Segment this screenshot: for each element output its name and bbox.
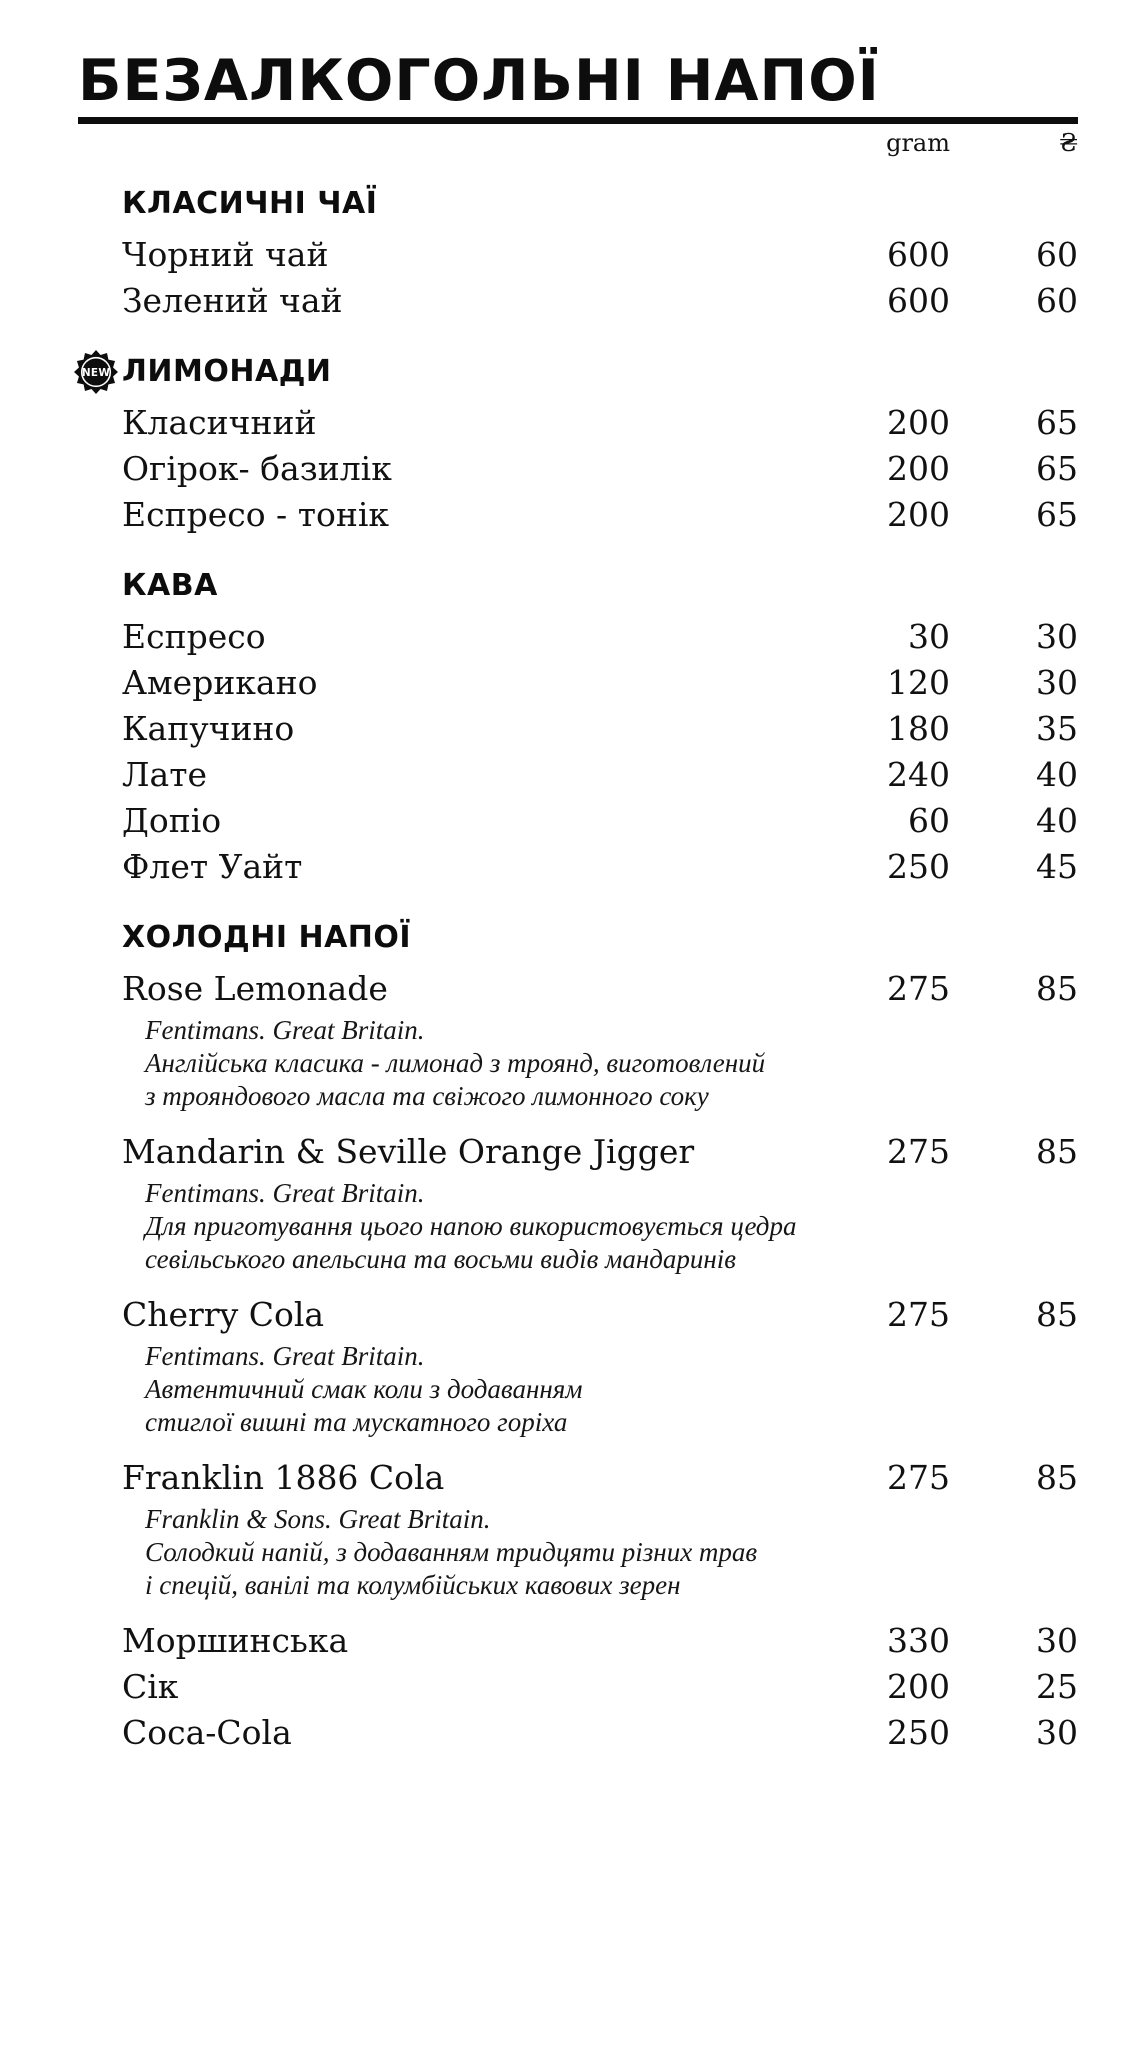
item-gram-value: 200 <box>887 494 950 534</box>
menu-item <box>78 1129 1078 1276</box>
item-gram-value: 240 <box>887 754 950 794</box>
item-name: Лате <box>122 754 207 794</box>
item-gram-value: 200 <box>887 402 950 442</box>
menu-item-row <box>78 706 1078 752</box>
item-gram-value: 275 <box>887 1131 950 1171</box>
item-price-value: 85 <box>1036 1294 1078 1334</box>
item-gram-value: 600 <box>887 280 950 320</box>
menu-section <box>78 186 1078 324</box>
item-name: Еспресо <box>122 616 266 656</box>
item-producer: Fentimans. Great Britain. <box>145 1014 425 1045</box>
section-heading-label: ЛИМОНАДИ <box>122 353 332 389</box>
menu-item <box>78 1455 1078 1602</box>
page-title: БЕЗАЛКОГОЛЬНІ НАПОЇ <box>78 48 880 114</box>
menu-item-row <box>78 400 1078 446</box>
menu-item-row <box>78 614 1078 660</box>
item-price-value: 85 <box>1036 1457 1078 1497</box>
item-details <box>78 1503 1078 1602</box>
menu-item <box>78 492 1078 538</box>
menu-item-row <box>78 1455 1078 1501</box>
new-badge <box>74 350 118 394</box>
item-details <box>78 1177 1078 1276</box>
item-gram-value: 275 <box>887 1457 950 1497</box>
item-gram-value: 250 <box>887 1712 950 1752</box>
menu-item <box>78 1292 1078 1439</box>
item-price-value: 30 <box>1036 662 1078 702</box>
menu-section <box>78 568 1078 890</box>
item-description-line: з трояндового масла та свіжого лимонного соку <box>145 1080 709 1111</box>
item-price-value: 65 <box>1036 402 1078 442</box>
menu-item <box>78 752 1078 798</box>
item-name: Cherry Cola <box>122 1294 325 1334</box>
section-items <box>78 232 1078 324</box>
item-name: Сік <box>122 1666 179 1706</box>
menu-item-row <box>78 660 1078 706</box>
item-price-value: 40 <box>1036 800 1078 840</box>
item-price-value: 25 <box>1036 1666 1078 1706</box>
section-heading <box>78 354 1078 390</box>
item-price-value: 30 <box>1036 1712 1078 1752</box>
menu-item-row <box>78 752 1078 798</box>
item-producer: Fentimans. Great Britain. <box>145 1340 425 1371</box>
menu-item <box>78 966 1078 1113</box>
item-gram-value: 275 <box>887 1294 950 1334</box>
menu-item <box>78 660 1078 706</box>
item-price-value: 45 <box>1036 846 1078 886</box>
item-name: Капучино <box>122 708 295 748</box>
menu-item-row <box>78 278 1078 324</box>
item-name: Еспресо - тонік <box>122 494 389 534</box>
item-price-value: 30 <box>1036 616 1078 656</box>
item-gram-value: 250 <box>887 846 950 886</box>
item-description-line: Солодкий напій, з додаванням тридцяти різних трав <box>145 1536 758 1567</box>
item-price-value: 85 <box>1036 968 1078 1008</box>
item-details <box>78 1014 1078 1113</box>
item-gram-value: 275 <box>887 968 950 1008</box>
section-items <box>78 614 1078 890</box>
menu-item <box>78 446 1078 492</box>
menu-item-row <box>78 844 1078 890</box>
item-name: Зелений чай <box>122 280 343 320</box>
menu-item <box>78 278 1078 324</box>
column-headers <box>78 130 1078 156</box>
menu-item-row <box>78 1129 1078 1175</box>
section-heading <box>78 568 1078 604</box>
menu-item <box>78 706 1078 752</box>
menu-item-row <box>78 1664 1078 1710</box>
item-name: Моршинська <box>122 1620 349 1660</box>
item-description-line: і спецій, ванілі та колумбійських кавових зерен <box>145 1569 681 1600</box>
title-rule <box>78 117 1078 124</box>
item-name: Допіо <box>122 800 222 840</box>
column-header-currency: ₴ <box>1059 128 1078 157</box>
item-gram-value: 330 <box>887 1620 950 1660</box>
item-description-line: Автентичний смак коли з додаванням <box>145 1373 583 1404</box>
menu-item <box>78 1710 1078 1756</box>
item-description-line: Для приготування цього напою використовується цедра <box>145 1210 797 1241</box>
item-description-line: стиглої вишні та мускатного горіха <box>145 1406 568 1437</box>
item-name: Класичний <box>122 402 317 442</box>
item-price-value: 65 <box>1036 448 1078 488</box>
item-price-value: 60 <box>1036 234 1078 274</box>
item-price-value: 40 <box>1036 754 1078 794</box>
section-heading-label: ХОЛОДНІ НАПОЇ <box>122 919 412 955</box>
item-description-line: Англійська класика - лимонад з троянд, виготовлений <box>145 1047 766 1078</box>
menu-section <box>78 354 1078 538</box>
section-items <box>78 400 1078 538</box>
item-gram-value: 180 <box>887 708 950 748</box>
menu-item <box>78 798 1078 844</box>
item-price-value: 30 <box>1036 1620 1078 1660</box>
menu-item <box>78 614 1078 660</box>
menu-item-row <box>78 1710 1078 1756</box>
menu-item <box>78 232 1078 278</box>
item-price-value: 35 <box>1036 708 1078 748</box>
section-items <box>78 966 1078 1756</box>
menu-item-row <box>78 1292 1078 1338</box>
item-gram-value: 30 <box>908 616 950 656</box>
item-name: Флет Уайт <box>122 846 303 886</box>
item-producer: Franklin & Sons. Great Britain. <box>145 1503 491 1534</box>
item-price-value: 60 <box>1036 280 1078 320</box>
item-name: Rose Lemonade <box>122 968 388 1008</box>
item-gram-value: 200 <box>887 1666 950 1706</box>
menu-item-row <box>78 798 1078 844</box>
item-name: Franklin 1886 Cola <box>122 1457 445 1497</box>
item-name: Чорний чай <box>122 234 329 274</box>
item-gram-value: 60 <box>908 800 950 840</box>
menu-header <box>78 50 1082 156</box>
item-gram-value: 200 <box>887 448 950 488</box>
section-heading <box>78 186 1078 222</box>
menu-item <box>78 844 1078 890</box>
item-name: Американо <box>122 662 318 702</box>
menu-item <box>78 1664 1078 1710</box>
menu-sections <box>78 186 1078 1756</box>
section-heading-label: КЛАСИЧНІ ЧАЇ <box>122 185 378 221</box>
menu-item-row <box>78 446 1078 492</box>
column-header-gram: gram <box>886 128 950 157</box>
item-name: Mandarin & Seville Orange Jigger <box>122 1131 695 1171</box>
item-price-value: 85 <box>1036 1131 1078 1171</box>
item-price-value: 65 <box>1036 494 1078 534</box>
item-name: Огірок- базилік <box>122 448 392 488</box>
menu-section <box>78 920 1078 1756</box>
menu-item-row <box>78 966 1078 1012</box>
menu-item <box>78 1618 1078 1664</box>
menu-item-row <box>78 232 1078 278</box>
menu-item <box>78 400 1078 446</box>
new-badge-label: NEW <box>81 366 111 379</box>
item-gram-value: 120 <box>887 662 950 702</box>
item-description-line: севільського апельсина та восьми видів мандаринів <box>145 1243 736 1274</box>
menu-item-row <box>78 492 1078 538</box>
section-heading <box>78 920 1078 956</box>
item-details <box>78 1340 1078 1439</box>
item-producer: Fentimans. Great Britain. <box>145 1177 425 1208</box>
section-heading-label: КАВА <box>122 567 218 603</box>
menu-item-row <box>78 1618 1078 1664</box>
item-gram-value: 600 <box>887 234 950 274</box>
item-name: Coca-Cola <box>122 1712 292 1752</box>
